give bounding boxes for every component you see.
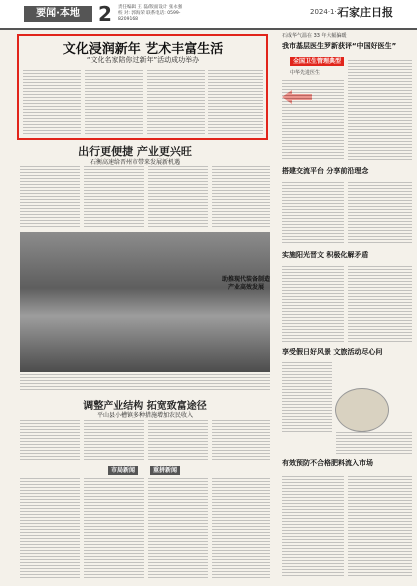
bottom-column-1 [20,478,80,578]
story3-column-1 [20,420,80,462]
story2-column-3 [148,166,208,228]
page-number: 2 [98,2,112,26]
factory-photo [20,232,270,372]
story2-subheadline: 石衡高速给晋州市带来发展新机遇 [89,159,180,166]
photo-caption: 助推现代装备制造产业高效发展 [222,276,271,291]
right-story-d-headline[interactable]: 有效预防不合格肥料流入市场 [282,459,373,467]
right-story-d-column-2 [348,476,412,578]
lead-story-column-1 [23,70,81,136]
editor-info [118,5,188,23]
story3-column-4 [212,420,270,462]
story2-column-4 [212,166,270,228]
right-top-headline[interactable]: 我市基层医生罗新获评“中国好医生” [282,42,397,50]
story3-headline[interactable]: 调整产业结构 拓宽致富途径 [83,401,207,412]
lead-story-subheadline: “文化名家陪你过新年”活动成功举办 [86,56,200,64]
editor-line-2: 校 对: 郭海荣 联系电话: 0599-8209168 [118,11,181,22]
issue-date: 2024·1·2 [310,8,342,16]
right-story-b-headline[interactable]: 实施阳光晋文 积极化解矛盾 [282,251,369,259]
right-story-a-column-1 [282,182,344,244]
right-top-column-1 [282,80,344,160]
right-story-c-headline[interactable]: 享受假日好风景 文旅活动尽心问 [282,348,383,356]
right-story-c-column-1 [282,362,332,432]
story3-column-3 [148,420,208,462]
cartoon-illustration [335,388,389,432]
lead-story-column-2 [85,70,143,136]
right-story-d-column-1 [282,476,344,578]
lead-story-column-3 [147,70,205,136]
right-top-badge-sub: 中华先进医生 [290,70,321,76]
bottom-tag-1: 市局新闻 [108,466,138,475]
right-story-c-column-2 [336,432,412,454]
right-story-a-headline[interactable]: 搭建交流平台 分享前沿理念 [282,167,369,175]
bottom-column-2 [84,478,144,578]
right-top-column-2 [348,60,412,160]
right-story-b-column-2 [348,266,412,342]
story3-subheadline: 平山县小槽镇多种措施增加农民收入 [96,412,193,419]
story2-headline[interactable]: 出行更便捷 产业更兴旺 [78,145,192,158]
section-label: 要闻·本地 [24,6,92,22]
bottom-column-4 [212,478,270,578]
editor-line-1: 责任编辑 王 磊/版面设计 张永强 [118,5,183,10]
bottom-tag-2: 重拼新闻 [150,466,180,475]
right-story-b-column-1 [282,266,344,342]
right-top-badge: 全国卫生管理典型 [290,57,344,66]
photo-caption-text [20,374,270,392]
story2-column-2 [84,166,144,228]
newspaper-logo: 石家庄日报 [338,6,393,19]
right-story-a-column-2 [348,182,412,244]
story2-column-1 [20,166,80,228]
bottom-column-3 [148,478,208,578]
lead-story-headline[interactable]: 文化浸润新年 艺术丰富生活 [62,42,224,57]
story3-column-2 [84,420,144,462]
right-top-kicker: 石成华气温在 33 年大幅偏暖 [282,33,347,39]
lead-story-column-4 [208,70,263,136]
